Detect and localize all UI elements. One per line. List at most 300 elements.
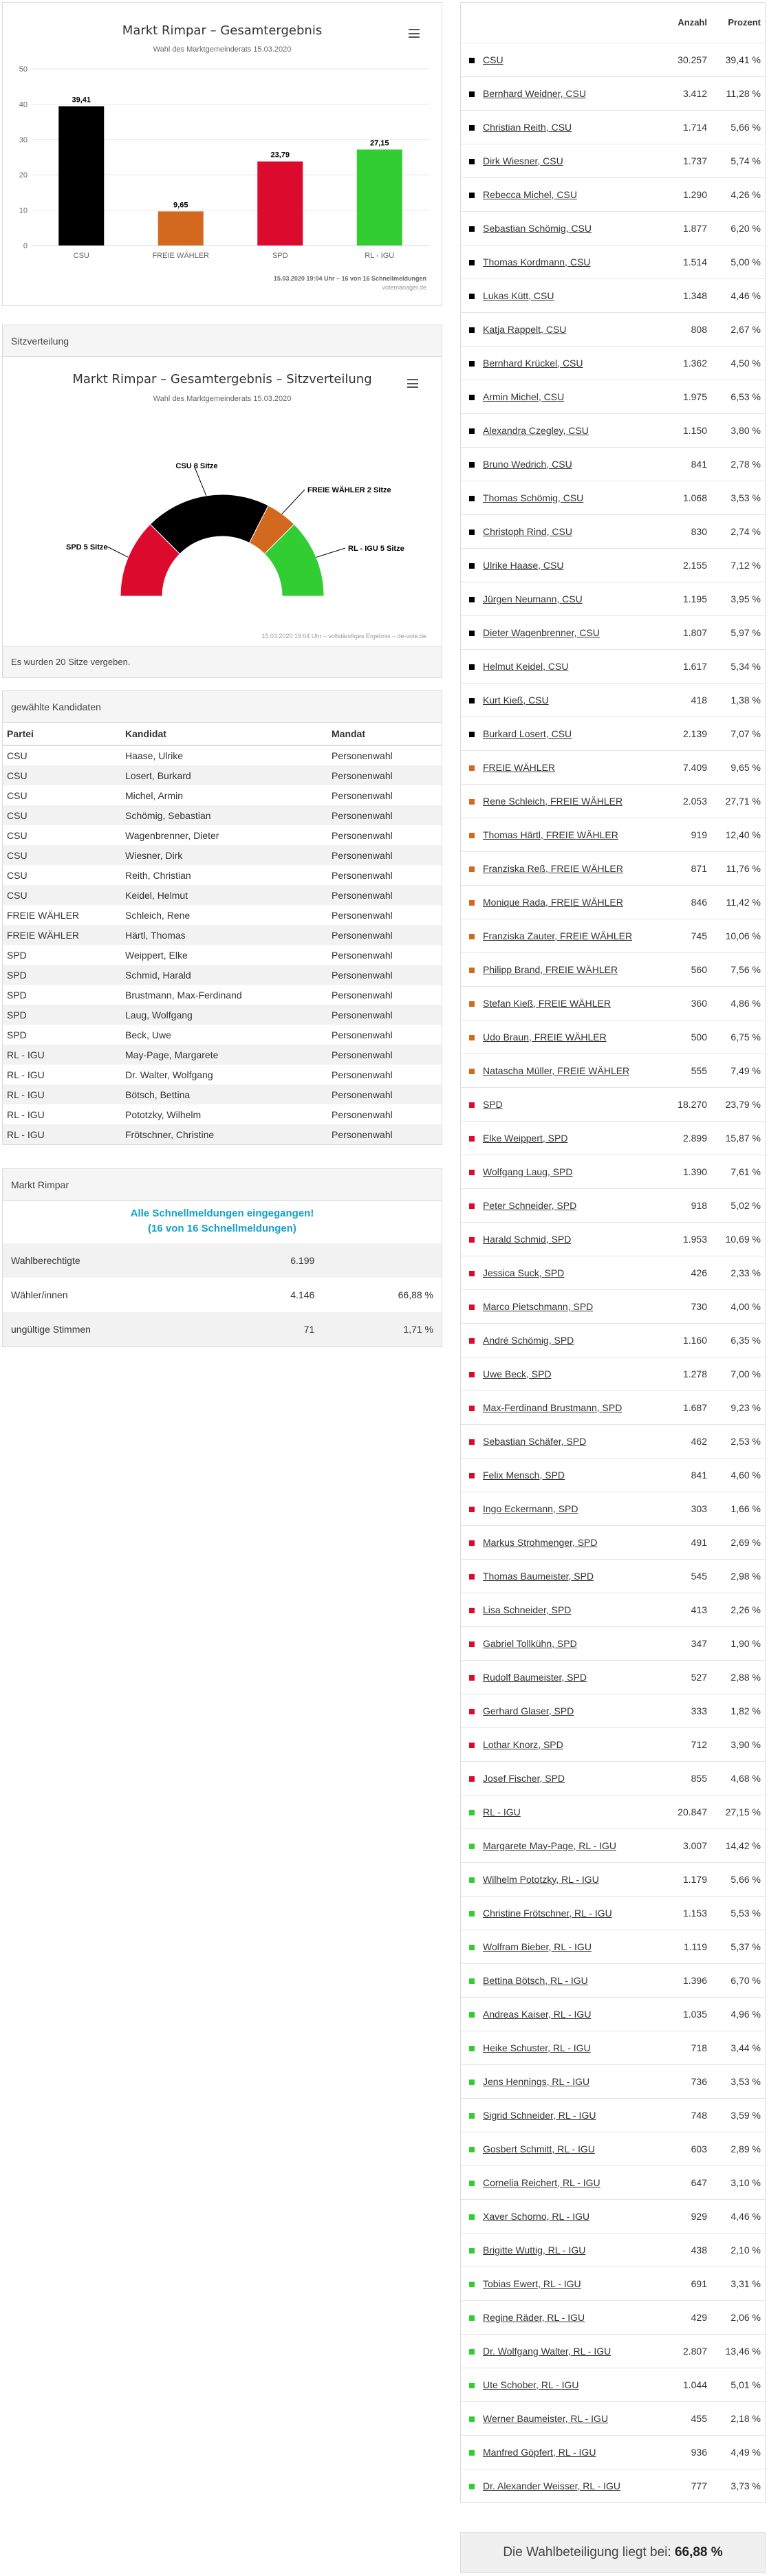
elected-candidates-header: gewählte Kandidaten xyxy=(3,691,442,723)
candidate-name: Losert, Burkard xyxy=(121,765,327,785)
result-percent: 5,74 % xyxy=(711,144,765,177)
candidate-mandate: Personenwahl xyxy=(332,989,393,1001)
y-tick-label: 50 xyxy=(19,65,28,74)
result-name-link[interactable]: Natascha Müller, FREIE WÄHLER xyxy=(483,1065,630,1076)
candidate-result-row xyxy=(461,683,765,717)
candidate-result-row xyxy=(461,2435,765,2469)
party-color-swatch xyxy=(461,1121,479,1155)
result-name-link[interactable]: Andreas Kaiser, RL - IGU xyxy=(483,2008,592,2020)
result-name-link[interactable]: Xaver Schorno, RL - IGU xyxy=(483,2210,590,2222)
result-name-cell xyxy=(479,1963,656,1997)
candidate-result-row xyxy=(461,1896,765,1930)
candidate-result-row xyxy=(461,312,765,346)
party-color-square xyxy=(469,2349,475,2355)
result-percent: 27,71 % xyxy=(711,784,765,818)
party-color-square xyxy=(469,2315,475,2321)
column-header-party: Partei xyxy=(3,723,121,745)
candidate-name: Haase, Ulrike xyxy=(125,750,184,761)
party-color-square xyxy=(469,1136,475,1142)
result-name-link[interactable]: Ingo Eckermann, SPD xyxy=(483,1503,578,1514)
result-name-link[interactable]: Helmut Keidel, CSU xyxy=(483,660,569,672)
result-name-link[interactable]: Brigitte Wuttig, RL - IGU xyxy=(483,2244,586,2256)
seat-chart-title: Markt Rimpar – Gesamtergebnis – Sitzverteilung xyxy=(72,372,372,386)
party-color-square xyxy=(469,900,475,906)
party-color-swatch xyxy=(461,514,479,548)
result-name-link[interactable]: Monique Rada, FREIE WÄHLER xyxy=(483,896,623,908)
result-count: 462 xyxy=(656,1424,711,1458)
result-count: 1.737 xyxy=(656,144,711,177)
result-name-link[interactable]: RL - IGU xyxy=(483,1806,521,1818)
column-header-count: Anzahl xyxy=(678,17,707,28)
result-name-link[interactable]: Dieter Wagenbrenner, CSU xyxy=(483,626,600,638)
result-name-link[interactable]: Harald Schmid, SPD xyxy=(483,1233,572,1245)
result-percent: 6,35 % xyxy=(711,1323,765,1357)
result-name-cell xyxy=(479,2368,656,2401)
candidate-mandate: Personenwahl xyxy=(332,750,393,761)
result-name-link[interactable]: Jessica Suck, SPD xyxy=(483,1267,565,1278)
reports-status-message xyxy=(3,1201,442,1243)
party-color-square xyxy=(469,294,475,299)
result-name-link[interactable]: SPD xyxy=(483,1098,503,1110)
result-name-cell xyxy=(479,1054,656,1087)
result-name-link[interactable]: Lukas Kütt, CSU xyxy=(483,290,554,301)
party-color-swatch xyxy=(461,2435,479,2469)
candidate-result-row xyxy=(461,1357,765,1390)
result-name-link[interactable]: Alexandra Czegley, CSU xyxy=(483,424,589,436)
result-name-link[interactable]: Wolfram Bieber, RL - IGU xyxy=(483,1941,592,1952)
x-tick-label: RL - IGU xyxy=(365,252,395,260)
candidate-result-row xyxy=(461,851,765,885)
party-color-swatch xyxy=(461,1155,479,1188)
party-color-square xyxy=(469,1844,475,1849)
candidate-result-row xyxy=(461,1862,765,1896)
result-count: 2.139 xyxy=(656,717,711,750)
candidate-party: SPD xyxy=(7,1029,27,1040)
party-color-square xyxy=(469,2113,475,2119)
result-name-link[interactable]: Felix Mensch, SPD xyxy=(483,1469,565,1481)
result-name-cell xyxy=(479,1694,656,1727)
result-percent: 6,20 % xyxy=(711,211,765,245)
candidate-party: SPD xyxy=(7,949,27,961)
result-percent: 2,06 % xyxy=(711,2300,765,2334)
candidate-row xyxy=(3,1104,442,1124)
result-name-link[interactable]: Stefan Kieß, FREIE WÄHLER xyxy=(483,997,611,1009)
party-color-swatch xyxy=(461,683,479,717)
vote-results-table xyxy=(461,3,765,2502)
candidate-party: FREIE WÄHLER xyxy=(3,925,121,945)
candidate-result-row xyxy=(461,380,765,413)
result-count: 30.257 xyxy=(656,43,711,76)
bar-value-label: 27,15 xyxy=(369,139,389,148)
party-color-swatch xyxy=(461,1390,479,1424)
result-percent: 2,53 % xyxy=(711,1424,765,1458)
result-percent: 5,53 % xyxy=(711,1896,765,1930)
result-percent: 4,49 % xyxy=(711,2435,765,2469)
party-color-square xyxy=(469,765,475,771)
result-count: 3.007 xyxy=(656,1829,711,1862)
result-percent: 5,66 % xyxy=(711,110,765,144)
party-color-square xyxy=(469,1810,475,1815)
candidate-party: RL - IGU xyxy=(3,1045,121,1065)
party-color-swatch xyxy=(461,1256,479,1289)
result-name-link[interactable]: Burkard Losert, CSU xyxy=(483,728,572,739)
candidate-result-row xyxy=(461,1694,765,1727)
candidate-result-row xyxy=(461,76,765,110)
candidate-party: RL - IGU xyxy=(7,1109,45,1120)
result-percent: 3,10 % xyxy=(711,2165,765,2199)
party-color-square xyxy=(469,1473,475,1478)
result-name-link[interactable]: Gabriel Tollkühn, SPD xyxy=(483,1637,577,1649)
candidate-result-row xyxy=(461,2064,765,2098)
candidate-result-row xyxy=(461,2165,765,2199)
result-name-cell xyxy=(479,1559,656,1593)
candidate-name: May-Page, Margarete xyxy=(121,1045,327,1065)
result-name-link[interactable]: Bernhard Weidner, CSU xyxy=(483,87,586,99)
result-percent: 11,76 % xyxy=(711,851,765,885)
candidate-result-row xyxy=(461,2334,765,2368)
candidate-result-row xyxy=(461,1593,765,1626)
result-name-cell xyxy=(479,649,656,683)
result-name-cell xyxy=(479,1829,656,1862)
party-color-swatch xyxy=(461,582,479,615)
candidate-name: Frötschner, Christine xyxy=(121,1124,327,1144)
result-name-link[interactable]: FREIE WÄHLER xyxy=(483,761,556,773)
result-count: 438 xyxy=(656,2233,711,2267)
result-name-link[interactable]: Thomas Kordmann, CSU xyxy=(483,256,591,268)
result-name-link[interactable]: Ulrike Haase, CSU xyxy=(483,559,564,571)
result-name-link[interactable]: Sigrid Schneider, RL - IGU xyxy=(483,2109,596,2121)
result-name-link[interactable]: Margarete May-Page, RL - IGU xyxy=(483,1840,616,1851)
result-name-link[interactable]: Bernhard Krückel, CSU xyxy=(483,357,583,369)
result-name-link[interactable]: Bettina Bötsch, RL - IGU xyxy=(483,1974,588,1986)
result-count: 1.877 xyxy=(656,211,711,245)
candidate-result-row xyxy=(461,582,765,615)
result-name-link[interactable]: Thomas Härtl, FREIE WÄHLER xyxy=(483,829,618,840)
result-name-link[interactable]: Udo Braun, FREIE WÄHLER xyxy=(483,1031,607,1043)
result-name-cell xyxy=(479,1323,656,1357)
result-percent: 10,69 % xyxy=(711,1222,765,1256)
candidate-party: CSU xyxy=(3,805,121,825)
x-tick-label: SPD xyxy=(272,252,288,260)
candidate-name: Dr. Walter, Wolfgang xyxy=(125,1069,213,1080)
result-name-link[interactable]: Wilhelm Pototzky, RL - IGU xyxy=(483,1873,599,1885)
result-name-link[interactable]: Sebastian Schäfer, SPD xyxy=(483,1435,587,1447)
party-color-swatch xyxy=(461,1997,479,2031)
candidate-mandate: Personenwahl xyxy=(327,925,442,945)
result-name-link[interactable]: Rudolf Baumeister, SPD xyxy=(483,1671,587,1683)
summary-header: Markt Rimpar xyxy=(3,1169,442,1201)
result-name-link[interactable]: Kurt Kieß, CSU xyxy=(483,694,549,706)
result-count: 20.847 xyxy=(656,1795,711,1829)
party-color-swatch xyxy=(461,1626,479,1660)
result-name-link[interactable]: Rebecca Michel, CSU xyxy=(483,188,577,200)
candidate-name: Michel, Armin xyxy=(125,789,184,801)
party-color-swatch xyxy=(461,1559,479,1593)
result-name-link[interactable]: Werner Baumeister, RL - IGU xyxy=(483,2412,609,2424)
candidate-result-row xyxy=(461,1727,765,1761)
candidate-mandate: Personenwahl xyxy=(332,1109,393,1120)
party-color-swatch xyxy=(461,750,479,784)
result-name-link[interactable]: Gerhard Glaser, SPD xyxy=(483,1705,574,1716)
candidate-name: Brustmann, Max-Ferdinand xyxy=(125,989,242,1001)
result-percent: 4,86 % xyxy=(711,986,765,1020)
result-name-link[interactable]: Thomas Baumeister, SPD xyxy=(483,1570,594,1582)
result-name-link[interactable]: Thomas Schömig, CSU xyxy=(483,492,584,503)
party-color-square xyxy=(469,833,475,838)
result-percent: 4,50 % xyxy=(711,346,765,380)
result-count: 1.150 xyxy=(656,413,711,447)
party-color-swatch xyxy=(461,784,479,818)
party-color-square xyxy=(469,2282,475,2287)
result-percent: 27,15 % xyxy=(711,1795,765,1829)
candidate-result-row xyxy=(461,514,765,548)
result-name-cell xyxy=(479,76,656,110)
result-percent: 5,66 % xyxy=(711,1862,765,1896)
candidate-result-row xyxy=(461,1963,765,1997)
party-color-swatch xyxy=(461,1357,479,1390)
candidate-mandate: Personenwahl xyxy=(332,909,393,921)
result-name-cell xyxy=(479,1357,656,1390)
candidate-mandate: Personenwahl xyxy=(327,885,442,905)
result-name-cell xyxy=(479,1289,656,1323)
result-count: 1.068 xyxy=(656,481,711,514)
result-name-link[interactable]: Heike Schuster, RL - IGU xyxy=(483,2042,591,2053)
party-color-swatch xyxy=(461,1054,479,1087)
candidate-result-row xyxy=(461,2233,765,2267)
result-name-cell xyxy=(479,1222,656,1256)
candidate-result-row xyxy=(461,1424,765,1458)
y-tick-label: 40 xyxy=(19,100,28,109)
candidate-result-row xyxy=(461,481,765,514)
candidate-name: Bötsch, Bettina xyxy=(121,1084,327,1104)
result-name-link[interactable]: Franziska Zauter, FREIE WÄHLER xyxy=(483,930,633,941)
result-name-cell xyxy=(479,1424,656,1458)
result-name-link[interactable]: Jens Hennings, RL - IGU xyxy=(483,2075,590,2087)
party-color-swatch xyxy=(461,211,479,245)
result-name-link[interactable]: Armin Michel, CSU xyxy=(483,391,565,402)
result-name-link[interactable]: Franziska Reß, FREIE WÄHLER xyxy=(483,862,623,874)
result-count: 1.195 xyxy=(656,582,711,615)
result-name-link[interactable]: Katja Rappelt, CSU xyxy=(483,323,567,335)
candidate-mandate: Personenwahl xyxy=(332,1069,393,1080)
result-name-link[interactable]: Christoph Rind, CSU xyxy=(483,525,572,537)
result-name-link[interactable]: Jürgen Neumann, CSU xyxy=(483,593,583,604)
candidate-mandate: Personenwahl xyxy=(327,1084,442,1104)
result-count: 7.409 xyxy=(656,750,711,784)
summary-count: 4.146 xyxy=(290,1289,315,1300)
result-name-link[interactable]: Max-Ferdinand Brustmann, SPD xyxy=(483,1401,622,1413)
party-color-swatch xyxy=(461,1727,479,1761)
summary-card xyxy=(2,1168,442,1347)
result-name-cell xyxy=(479,413,656,447)
candidate-result-row xyxy=(461,1222,765,1256)
result-count: 1.714 xyxy=(656,110,711,144)
candidate-result-row xyxy=(461,2199,765,2233)
result-count: 712 xyxy=(656,1727,711,1761)
column-header-candidate: Kandidat xyxy=(121,723,327,745)
candidate-result-row xyxy=(461,1761,765,1795)
seat-label-connector xyxy=(316,548,345,557)
party-color-swatch xyxy=(461,1660,479,1694)
result-name-link[interactable]: Peter Schneider, SPD xyxy=(483,1199,577,1211)
summary-count: 71 xyxy=(230,1312,323,1346)
result-name-link[interactable]: Christian Reith, CSU xyxy=(483,121,572,133)
candidate-result-row xyxy=(461,1525,765,1559)
result-name-link[interactable]: André Schömig, SPD xyxy=(483,1334,574,1346)
result-name-link[interactable]: Philipp Brand, FREIE WÄHLER xyxy=(483,963,618,975)
result-name-link[interactable]: Cornelia Reichert, RL - IGU xyxy=(483,2176,600,2188)
party-color-square xyxy=(469,631,475,636)
result-count: 2.155 xyxy=(656,548,711,582)
candidate-result-row xyxy=(461,2401,765,2435)
party-color-swatch xyxy=(461,1289,479,1323)
x-tick-label: CSU xyxy=(73,252,89,260)
seat-chart-credit: 15.03.2020 19:04 Uhr – vollständiges Ergebnis – de-vote.de xyxy=(261,633,426,640)
result-count: 18.270 xyxy=(656,1087,711,1121)
party-color-square xyxy=(469,395,475,400)
result-name-link[interactable]: Lisa Schneider, SPD xyxy=(483,1604,572,1615)
result-count: 871 xyxy=(656,851,711,885)
seat-chart-subtitle: Wahl des Marktgemeinderats 15.03.2020 xyxy=(153,395,292,403)
candidate-result-row xyxy=(461,346,765,380)
result-name-link[interactable]: Bruno Wedrich, CSU xyxy=(483,458,572,470)
party-color-swatch xyxy=(461,548,479,582)
result-percent: 7,61 % xyxy=(711,1155,765,1188)
summary-row xyxy=(3,1278,442,1312)
result-percent: 3,53 % xyxy=(711,481,765,514)
result-count: 1.348 xyxy=(656,279,711,312)
result-name-link[interactable]: Gosbert Schmitt, RL - IGU xyxy=(483,2143,595,2154)
result-name-cell xyxy=(479,986,656,1020)
candidate-row xyxy=(3,1084,442,1104)
candidate-result-row xyxy=(461,1155,765,1188)
result-percent: 7,07 % xyxy=(711,717,765,750)
party-color-square xyxy=(469,1237,475,1243)
candidate-result-row xyxy=(461,1256,765,1289)
bar-csu xyxy=(58,106,104,245)
bar-chart-credit-line2: votemanager.de xyxy=(382,284,426,291)
result-name-link[interactable]: CSU xyxy=(483,54,503,65)
result-name-link[interactable]: Wolfgang Laug, SPD xyxy=(483,1166,573,1177)
seat-chart-box xyxy=(3,357,442,646)
result-percent: 12,40 % xyxy=(711,818,765,851)
party-color-square xyxy=(469,2012,475,2018)
party-color-swatch xyxy=(461,1930,479,1963)
candidate-name: Beck, Uwe xyxy=(125,1029,171,1040)
result-count: 560 xyxy=(656,952,711,986)
candidate-row xyxy=(3,1025,442,1045)
candidate-result-row xyxy=(461,1188,765,1222)
result-name-link[interactable]: Markus Strohmenger, SPD xyxy=(483,1536,598,1548)
result-name-link[interactable]: Dr. Wolfgang Walter, RL - IGU xyxy=(483,2345,611,2357)
result-count: 603 xyxy=(656,2132,711,2165)
result-count: 426 xyxy=(656,1256,711,1289)
result-percent: 2,98 % xyxy=(711,1559,765,1593)
result-percent: 2,88 % xyxy=(711,1660,765,1694)
result-count: 333 xyxy=(656,1694,711,1727)
result-count: 855 xyxy=(656,1761,711,1795)
result-name-link[interactable]: Tobias Ewert, RL - IGU xyxy=(483,2278,581,2289)
result-percent: 11,28 % xyxy=(711,76,765,110)
summary-row xyxy=(3,1243,442,1278)
candidate-mandate: Personenwahl xyxy=(332,829,393,841)
candidate-result-row xyxy=(461,211,765,245)
party-color-swatch xyxy=(461,1761,479,1795)
bar-spd xyxy=(257,162,303,245)
seat-label: SPD 5 Sitze xyxy=(66,543,108,552)
result-name-cell xyxy=(479,2233,656,2267)
party-color-swatch xyxy=(461,2098,479,2132)
result-percent: 3,95 % xyxy=(711,582,765,615)
party-color-swatch xyxy=(461,717,479,750)
candidate-row xyxy=(3,965,442,985)
result-count: 429 xyxy=(656,2300,711,2334)
candidate-name: Schömig, Sebastian xyxy=(121,805,327,825)
turnout-label: Die Wahlbeteiligung liegt bei: xyxy=(503,2545,671,2559)
party-color-swatch xyxy=(461,1896,479,1930)
result-percent: 1,82 % xyxy=(711,1694,765,1727)
result-name-cell xyxy=(479,2098,656,2132)
result-name-link[interactable]: Elke Weippert, SPD xyxy=(483,1132,568,1144)
result-name-link[interactable]: Dr. Alexander Weisser, RL - IGU xyxy=(483,2480,620,2491)
result-name-link[interactable]: Lothar Knorz, SPD xyxy=(483,1738,563,1750)
result-name-link[interactable]: Ute Schober, RL - IGU xyxy=(483,2379,579,2390)
result-name-link[interactable]: Marco Pietschmann, SPD xyxy=(483,1300,594,1312)
candidate-name: Laug, Wolfgang xyxy=(121,1005,327,1025)
candidate-mandate: Personenwahl xyxy=(327,1045,442,1065)
result-name-cell xyxy=(479,952,656,986)
result-count: 2.053 xyxy=(656,784,711,818)
party-color-square xyxy=(469,1069,475,1074)
result-name-link[interactable]: Sebastian Schömig, CSU xyxy=(483,222,592,234)
result-name-link[interactable]: Christine Frötschner, RL - IGU xyxy=(483,1907,612,1919)
result-name-link[interactable]: Manfred Göpfert, RL - IGU xyxy=(483,2446,596,2458)
result-name-cell xyxy=(479,1525,656,1559)
result-name-link[interactable]: Uwe Beck, SPD xyxy=(483,1368,552,1379)
result-count: 830 xyxy=(656,514,711,548)
result-count: 730 xyxy=(656,1289,711,1323)
party-color-square xyxy=(469,1776,475,1782)
party-color-square xyxy=(469,799,475,805)
result-name-link[interactable]: Dirk Wiesner, CSU xyxy=(483,155,563,166)
result-count: 1.035 xyxy=(656,1997,711,2031)
result-percent: 15,87 % xyxy=(711,1121,765,1155)
result-percent: 4,46 % xyxy=(711,2199,765,2233)
result-count: 418 xyxy=(656,683,711,717)
candidate-row xyxy=(3,785,442,805)
x-tick-label: FREIE WÄHLER xyxy=(152,252,210,260)
candidate-result-row xyxy=(461,2031,765,2064)
candidate-row xyxy=(3,745,442,765)
result-percent: 4,00 % xyxy=(711,1289,765,1323)
result-count: 1.396 xyxy=(656,1963,711,1997)
result-count: 500 xyxy=(656,1020,711,1054)
party-color-square xyxy=(469,1203,475,1209)
party-color-swatch xyxy=(461,43,479,76)
result-name-cell xyxy=(479,1626,656,1660)
result-name-link[interactable]: Josef Fischer, SPD xyxy=(483,1772,565,1784)
party-color-square xyxy=(469,968,475,973)
party-color-swatch xyxy=(461,346,479,380)
result-name-link[interactable]: Regine Räder, RL - IGU xyxy=(483,2311,585,2323)
result-name-cell xyxy=(479,1121,656,1155)
party-color-swatch xyxy=(461,177,479,211)
party-color-swatch xyxy=(461,2165,479,2199)
result-count: 1.179 xyxy=(656,1862,711,1896)
party-color-swatch xyxy=(461,413,479,447)
result-name-link[interactable]: Rene Schleich, FREIE WÄHLER xyxy=(483,795,623,807)
candidate-row xyxy=(3,1124,442,1144)
